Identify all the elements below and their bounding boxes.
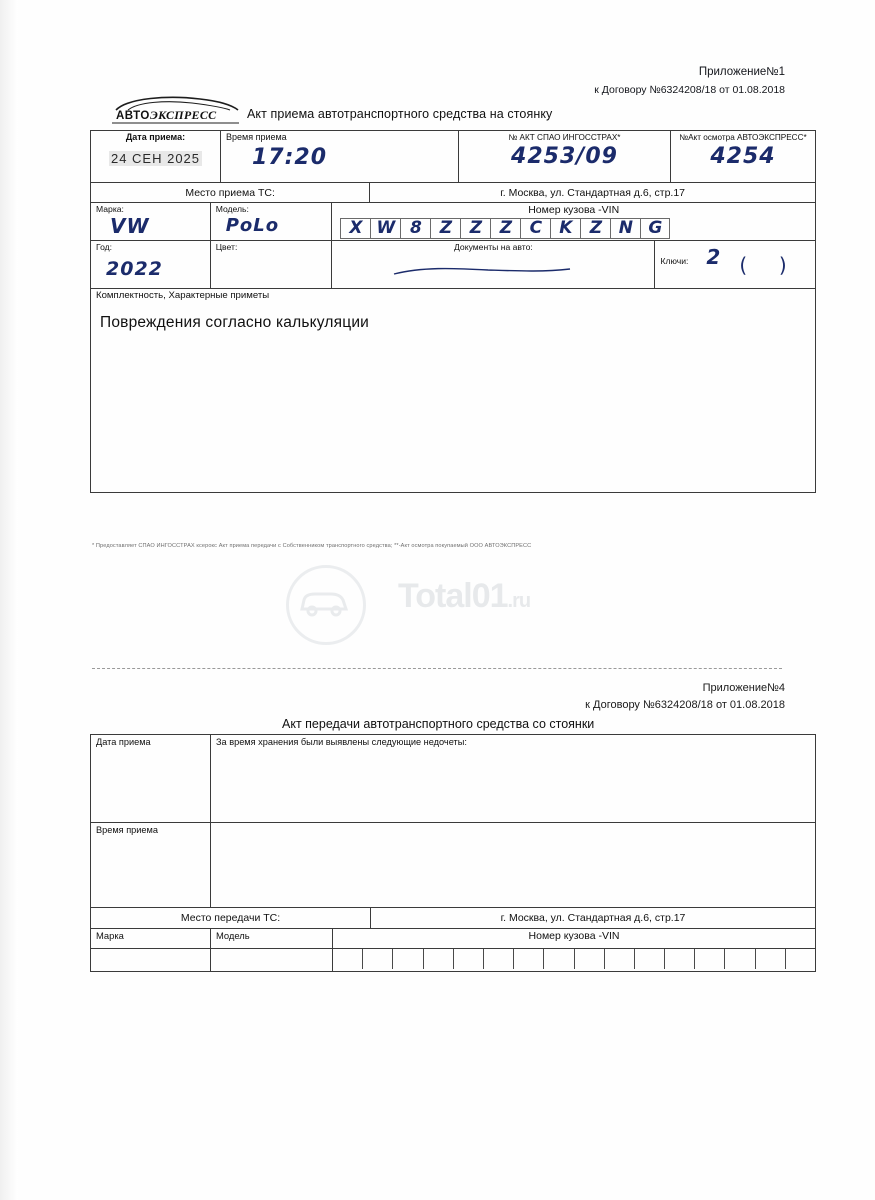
appendix-1-label: Приложение№1 [698,66,785,78]
vin-char-box: W [370,218,400,239]
cell-place-value [370,183,815,202]
cell-brand-value-2 [91,949,211,971]
vin-empty-box [363,949,393,969]
cell-vin [332,203,815,240]
cell-date-2 [91,735,211,822]
table-row [91,241,815,289]
handover-act-table [90,734,816,972]
vin-empty-box [756,949,786,969]
watermark-car-icon [298,583,350,621]
label-date: Дата приема: [125,132,186,142]
value-brand: VW [110,214,150,239]
cell-model-value-2 [211,949,333,971]
svg-text:АВТО: АВТО [116,110,150,122]
label-defects: За время хранения были выявлены следующие недочеты: [216,737,467,747]
vin-empty-box [333,949,363,969]
vin-char-box: Z [490,218,520,239]
vin-char-box: Z [580,218,610,239]
document-title-1: Акт приема автотранспортного средства на стоянку [247,107,553,121]
cell-keys [655,241,815,288]
label-vin-2: Номер кузова -VIN [528,930,620,942]
label-model-2: Модель [216,930,250,941]
value-place-2: г. Москва, ул. Стандартная д.6, стр.17 [500,912,686,924]
label-model: Модель: [215,204,249,214]
vin-empty-box [424,949,454,969]
cell-documents [332,241,655,288]
cell-completeness [91,289,815,492]
label-akt-osmotra: №Акт осмотра АВТОЭКСПРЕСС* [679,133,807,142]
cell-time-2 [91,823,211,907]
value-year: 2022 [106,258,163,281]
vin-char-box: K [550,218,580,239]
watermark-text: Total01.ru [398,577,531,615]
table-row [91,735,815,823]
cell-place-label [91,183,370,202]
table-row [91,183,815,203]
table-row [91,823,815,908]
vin-empty-box [575,949,605,969]
vin-empty-box [393,949,423,969]
table-row [91,203,815,241]
svg-text:ЭКСПРЕСС: ЭКСПРЕСС [150,108,217,122]
label-brand-2: Марка [96,930,124,941]
header-appendix-4 [585,680,785,714]
vin-empty-box [725,949,755,969]
label-keys: Ключи: [660,256,689,266]
label-akt-ingosstrah: № АКТ СПАО ИНГОССТРАХ* [508,133,621,142]
vin-char-box: C [520,218,550,239]
value-keys: 2 [706,245,722,269]
label-color: Цвет: [215,242,238,252]
cell-place-value-2 [371,908,815,928]
label-place: Место приема ТС: [185,187,275,199]
table-row [91,949,815,971]
vin-empty-boxes [333,949,815,969]
vin-character-boxes [340,218,670,239]
vin-char-box: 8 [400,218,430,239]
value-time: 17:20 [252,144,328,170]
footnote-text: * Предоставляет СПАО ИНГОССТРАХ ксерокс Акт приема передачи с Собственником транспортного средства; **-Акт осмотра покупаемый ООО АВТОЭКСПРЕСС [92,543,532,549]
label-completeness: Комплектность, Характерные приметы [96,290,270,301]
section-divider [92,668,782,669]
page-edge-shadow [0,0,18,1200]
signature-squiggle-icon [392,265,572,277]
vin-empty-box [786,949,815,969]
vin-empty-box [605,949,635,969]
value-place: г. Москва, ул. Стандартная д.6, стр.17 [500,187,686,199]
vin-char-box: X [340,218,370,239]
cell-vin-label-2 [333,929,815,948]
watermark [286,565,596,640]
cell-defects [211,735,815,822]
label-vin: Номер кузова -VIN [528,204,620,216]
vin-empty-box [454,949,484,969]
vin-empty-box [695,949,725,969]
value-notes: Повреждения согласно калькуляции [100,313,370,331]
table-row [91,289,815,492]
label-time-2: Время приема [96,825,158,835]
cell-model-2 [211,929,333,948]
table-row [91,131,815,183]
vin-char-box: Z [460,218,490,239]
cell-defects-continued [211,823,815,907]
value-akt-osmotra: 4254 [710,144,776,170]
cell-color [211,241,333,288]
header-appendix-1 [594,64,785,98]
appendix-4-label: Приложение№4 [702,682,785,694]
cell-akt-ingosstrah [459,131,671,182]
label-year: Год: [96,242,113,252]
cell-model [211,203,333,240]
label-place-2: Место передачи ТС: [180,912,281,924]
cell-vin-grid-2 [333,949,815,971]
cell-brand [91,203,211,240]
contract-2-label: к Договору №6324208/18 от 01.08.2018 [585,699,785,712]
vin-empty-box [514,949,544,969]
table-row [91,908,815,929]
vin-char-box: N [610,218,640,239]
vin-empty-box [544,949,574,969]
table-row [91,929,815,949]
label-time: Время приема [226,132,287,142]
document-title-2: Акт передачи автотранспортного средства со стоянки [282,717,595,731]
vin-char-box: Z [430,218,460,239]
value-date: 24 СЕН 2025 [110,150,201,166]
value-akt-ingosstrah: 4253/09 [511,144,618,170]
vin-empty-box [635,949,665,969]
vin-char-box: G [640,218,670,239]
value-model: PoLo [225,215,280,237]
autoexpress-logo [108,92,243,126]
cell-date [91,131,221,182]
vin-empty-box [665,949,695,969]
cell-time [221,131,459,182]
cell-year [91,241,211,288]
label-documents: Документы на авто: [454,242,533,252]
contract-1-label: к Договору №6324208/18 от 01.08.2018 [594,83,785,96]
label-brand: Марка: [96,204,124,214]
cell-akt-osmotra [671,131,815,182]
acceptance-act-table [90,130,816,493]
cell-place-label-2 [91,908,371,928]
cell-brand-2 [91,929,211,948]
label-date-2: Дата приема [96,737,151,747]
vin-empty-box [484,949,514,969]
keys-bracket-mark: ( ) [739,253,787,277]
